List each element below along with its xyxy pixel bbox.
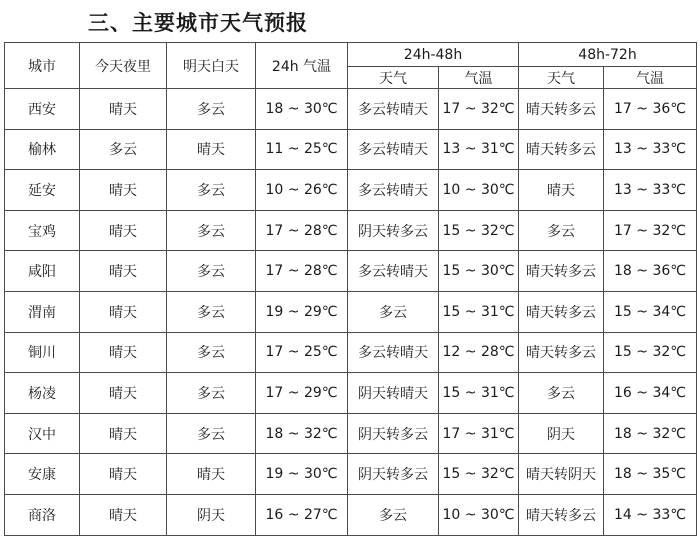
temperature-72h-cell: 18 ~ 32℃ (604, 413, 697, 454)
city-cell: 杨凌 (5, 373, 80, 414)
temperature-48h-cell: 15 ~ 31℃ (439, 373, 519, 414)
temperature-72h-cell: 15 ~ 32℃ (604, 332, 697, 373)
weather-72h-cell: 晴天转多云 (519, 494, 604, 535)
header-row (5, 43, 697, 67)
header-city: 城市 (5, 43, 80, 89)
temp-24h-cell: 16 ~ 27℃ (256, 494, 348, 535)
weather-72h-cell: 晴天转多云 (519, 89, 604, 130)
header-range-24-48h: 24h-48h (348, 43, 519, 67)
table-row (5, 413, 697, 454)
table-row (5, 129, 697, 170)
temp-24h-cell: 19 ~ 29℃ (256, 291, 348, 332)
weather-72h-cell: 多云 (519, 210, 604, 251)
weather-72h-cell: 晴天转多云 (519, 332, 604, 373)
tomorrow-day-weather-cell: 多云 (167, 291, 256, 332)
header-tonight: 今天夜里 (80, 43, 167, 89)
weather-72h-cell: 晴天转多云 (519, 291, 604, 332)
temperature-72h-cell: 14 ~ 33℃ (604, 494, 697, 535)
header-temp-24h: 24h 气温 (256, 43, 348, 89)
city-cell: 安康 (5, 454, 80, 495)
tomorrow-day-weather-cell: 阴天 (167, 494, 256, 535)
temperature-72h-cell: 18 ~ 36℃ (604, 251, 697, 292)
temperature-72h-cell: 13 ~ 33℃ (604, 170, 697, 211)
weather-48h-cell: 多云转晴天 (348, 251, 439, 292)
temperature-48h-cell: 15 ~ 32℃ (439, 454, 519, 495)
temperature-72h-cell: 16 ~ 34℃ (604, 373, 697, 414)
table-row (5, 373, 697, 414)
table-row (5, 332, 697, 373)
weather-48h-cell: 阴天转多云 (348, 413, 439, 454)
city-cell: 榆林 (5, 129, 80, 170)
tonight-weather-cell: 晴天 (80, 413, 167, 454)
tomorrow-day-weather-cell: 多云 (167, 251, 256, 292)
city-cell: 铜川 (5, 332, 80, 373)
city-cell: 西安 (5, 89, 80, 130)
temperature-48h-cell: 13 ~ 31℃ (439, 129, 519, 170)
city-cell: 汉中 (5, 413, 80, 454)
header-weather-48h: 天气 (348, 67, 439, 89)
temperature-48h-cell: 15 ~ 31℃ (439, 291, 519, 332)
temp-24h-cell: 19 ~ 30℃ (256, 454, 348, 495)
tomorrow-day-weather-cell: 晴天 (167, 454, 256, 495)
table-row (5, 170, 697, 211)
weather-48h-cell: 多云转晴天 (348, 170, 439, 211)
city-cell: 咸阳 (5, 251, 80, 292)
weather-72h-cell: 阴天 (519, 413, 604, 454)
table-row (5, 494, 697, 535)
weather-48h-cell: 阴天转晴天 (348, 373, 439, 414)
temp-24h-cell: 17 ~ 28℃ (256, 251, 348, 292)
temperature-48h-cell: 17 ~ 32℃ (439, 89, 519, 130)
weather-48h-cell: 阴天转多云 (348, 210, 439, 251)
tonight-weather-cell: 多云 (80, 129, 167, 170)
header-temperature-72h: 气温 (604, 67, 697, 89)
weather-72h-cell: 晴天转阴天 (519, 454, 604, 495)
tonight-weather-cell: 晴天 (80, 291, 167, 332)
weather-48h-cell: 多云转晴天 (348, 332, 439, 373)
temperature-48h-cell: 15 ~ 30℃ (439, 251, 519, 292)
tonight-weather-cell: 晴天 (80, 251, 167, 292)
tonight-weather-cell: 晴天 (80, 170, 167, 211)
temperature-48h-cell: 15 ~ 32℃ (439, 210, 519, 251)
temp-24h-cell: 17 ~ 25℃ (256, 332, 348, 373)
page-title: 三、主要城市天气预报 (88, 11, 308, 35)
tomorrow-day-weather-cell: 多云 (167, 89, 256, 130)
tonight-weather-cell: 晴天 (80, 89, 167, 130)
forecast-table (4, 42, 697, 536)
weather-72h-cell: 晴天转多云 (519, 251, 604, 292)
tomorrow-day-weather-cell: 多云 (167, 332, 256, 373)
weather-72h-cell: 晴天转多云 (519, 129, 604, 170)
temp-24h-cell: 11 ~ 25℃ (256, 129, 348, 170)
weather-48h-cell: 多云 (348, 494, 439, 535)
table-row (5, 210, 697, 251)
city-cell: 商洛 (5, 494, 80, 535)
table-row (5, 291, 697, 332)
table-row (5, 454, 697, 495)
temp-24h-cell: 18 ~ 30℃ (256, 89, 348, 130)
temperature-48h-cell: 10 ~ 30℃ (439, 494, 519, 535)
header-tomorrow-day: 明天白天 (167, 43, 256, 89)
tonight-weather-cell: 晴天 (80, 332, 167, 373)
weather-72h-cell: 多云 (519, 373, 604, 414)
temperature-48h-cell: 12 ~ 28℃ (439, 332, 519, 373)
temperature-72h-cell: 15 ~ 34℃ (604, 291, 697, 332)
city-cell: 延安 (5, 170, 80, 211)
temp-24h-cell: 17 ~ 29℃ (256, 373, 348, 414)
city-cell: 宝鸡 (5, 210, 80, 251)
tonight-weather-cell: 晴天 (80, 454, 167, 495)
tonight-weather-cell: 晴天 (80, 210, 167, 251)
temperature-72h-cell: 17 ~ 32℃ (604, 210, 697, 251)
forecast-rows (5, 89, 697, 536)
tonight-weather-cell: 晴天 (80, 373, 167, 414)
weather-48h-cell: 阴天转多云 (348, 454, 439, 495)
weather-48h-cell: 多云转晴天 (348, 129, 439, 170)
city-cell: 渭南 (5, 291, 80, 332)
header-temperature-48h: 气温 (439, 67, 519, 89)
temp-24h-cell: 17 ~ 28℃ (256, 210, 348, 251)
header-range-48-72h: 48h-72h (519, 43, 697, 67)
tomorrow-day-weather-cell: 晴天 (167, 129, 256, 170)
weather-48h-cell: 多云 (348, 291, 439, 332)
temperature-48h-cell: 17 ~ 31℃ (439, 413, 519, 454)
table-row (5, 251, 697, 292)
temperature-72h-cell: 13 ~ 33℃ (604, 129, 697, 170)
temp-24h-cell: 10 ~ 26℃ (256, 170, 348, 211)
tomorrow-day-weather-cell: 多云 (167, 413, 256, 454)
tomorrow-day-weather-cell: 多云 (167, 373, 256, 414)
weather-72h-cell: 晴天 (519, 170, 604, 211)
temperature-72h-cell: 18 ~ 35℃ (604, 454, 697, 495)
weather-48h-cell: 多云转晴天 (348, 89, 439, 130)
temperature-72h-cell: 17 ~ 36℃ (604, 89, 697, 130)
table-row (5, 89, 697, 130)
tonight-weather-cell: 晴天 (80, 494, 167, 535)
temperature-48h-cell: 10 ~ 30℃ (439, 170, 519, 211)
tomorrow-day-weather-cell: 多云 (167, 170, 256, 211)
temp-24h-cell: 18 ~ 32℃ (256, 413, 348, 454)
header-weather-72h: 天气 (519, 67, 604, 89)
tomorrow-day-weather-cell: 多云 (167, 210, 256, 251)
